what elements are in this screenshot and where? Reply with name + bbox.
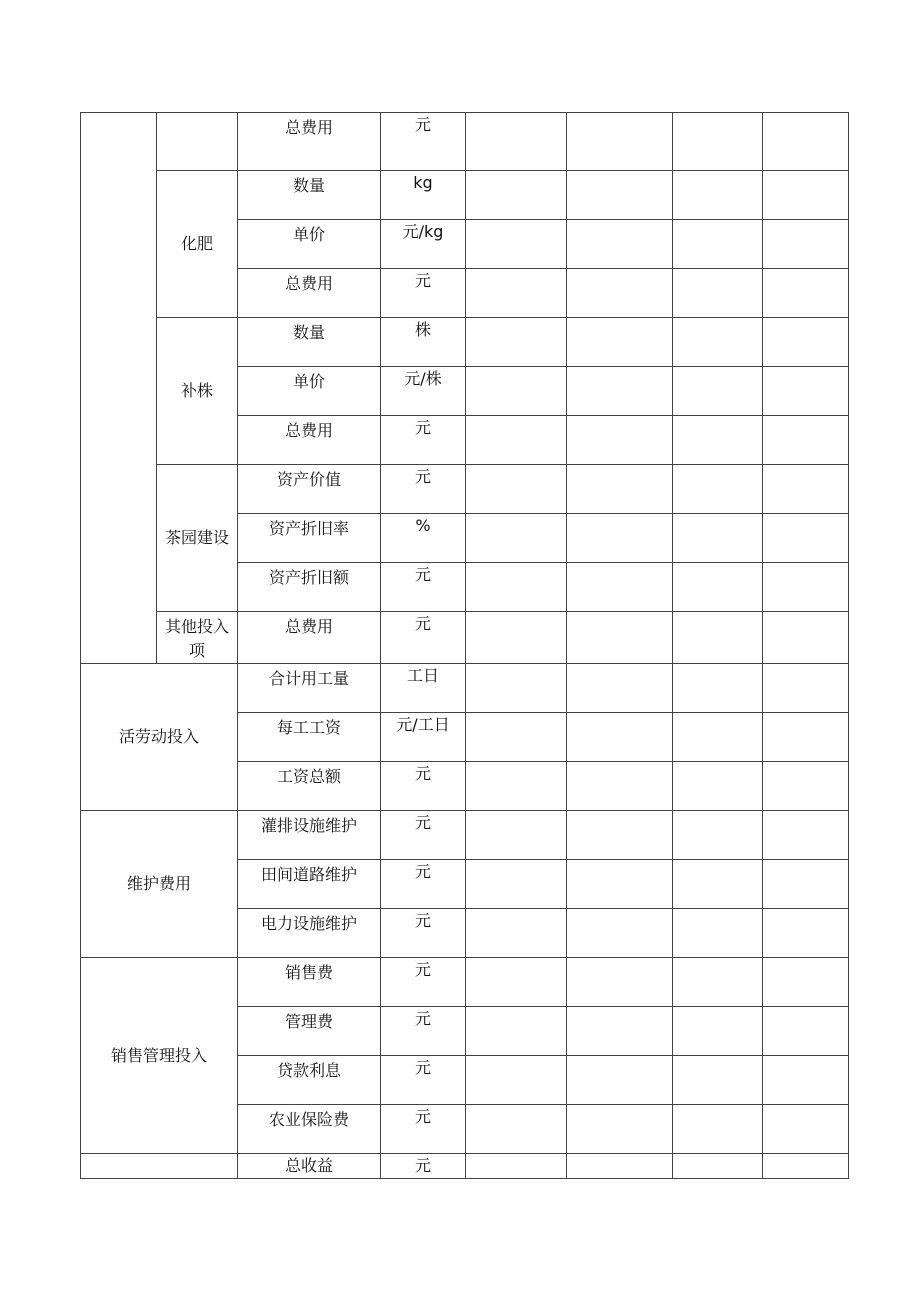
value-cell[interactable] <box>673 762 763 811</box>
value-cell[interactable] <box>673 1105 763 1154</box>
value-cell[interactable] <box>466 860 567 909</box>
value-cell[interactable] <box>673 713 763 762</box>
value-cell[interactable] <box>567 1007 673 1056</box>
value-cell[interactable] <box>763 1007 849 1056</box>
value-cell[interactable] <box>673 811 763 860</box>
row-label: 销售费 <box>238 958 381 1007</box>
row-unit: 元 <box>381 612 466 664</box>
value-cell[interactable] <box>763 416 849 465</box>
row-label: 数量 <box>238 171 381 220</box>
value-cell[interactable] <box>567 171 673 220</box>
row-unit: kg <box>381 171 466 220</box>
value-cell[interactable] <box>466 514 567 563</box>
category-sales-management: 销售管理投入 <box>81 958 238 1154</box>
value-cell[interactable] <box>673 465 763 514</box>
category-other-line1: 其他投入 <box>164 617 229 636</box>
value-cell[interactable] <box>763 860 849 909</box>
category-garden-construction: 茶园建设 <box>157 465 238 612</box>
category-other-line2: 项 <box>188 641 205 660</box>
value-cell[interactable] <box>673 113 763 171</box>
value-cell[interactable] <box>466 563 567 612</box>
value-cell[interactable] <box>567 612 673 664</box>
row-label: 合计用工量 <box>238 664 381 713</box>
value-cell[interactable] <box>763 1154 849 1179</box>
value-cell[interactable] <box>673 171 763 220</box>
value-cell[interactable] <box>567 713 673 762</box>
category-maintenance: 维护费用 <box>81 811 238 958</box>
row-unit: 元 <box>381 269 466 318</box>
value-cell[interactable] <box>763 762 849 811</box>
row-unit: 元 <box>381 416 466 465</box>
row-label: 电力设施维护 <box>238 909 381 958</box>
value-cell[interactable] <box>763 612 849 664</box>
value-cell[interactable] <box>466 713 567 762</box>
row-unit: % <box>381 514 466 563</box>
row-unit: 元 <box>381 1154 466 1179</box>
value-cell[interactable] <box>567 220 673 269</box>
row-unit: 元/工日 <box>381 713 466 762</box>
value-cell[interactable] <box>567 1154 673 1179</box>
value-cell[interactable] <box>567 860 673 909</box>
row-label: 资产折旧额 <box>238 563 381 612</box>
value-cell[interactable] <box>466 269 567 318</box>
row-unit: 元 <box>381 811 466 860</box>
value-cell[interactable] <box>466 1056 567 1105</box>
row-label: 总费用 <box>238 612 381 664</box>
row-label: 田间道路维护 <box>238 860 381 909</box>
value-cell[interactable] <box>763 1105 849 1154</box>
row-unit: 元 <box>381 1105 466 1154</box>
value-cell[interactable] <box>567 269 673 318</box>
row-unit: 元 <box>381 563 466 612</box>
cost-table <box>80 112 849 1179</box>
value-cell[interactable] <box>763 664 849 713</box>
value-cell[interactable] <box>466 318 567 367</box>
row-unit: 元/株 <box>381 367 466 416</box>
value-cell[interactable] <box>673 860 763 909</box>
value-cell[interactable] <box>466 416 567 465</box>
row-unit: 元 <box>381 909 466 958</box>
value-cell[interactable] <box>567 1105 673 1154</box>
value-cell[interactable] <box>567 367 673 416</box>
row-unit: 元 <box>381 958 466 1007</box>
material-input-category-cell <box>81 113 157 664</box>
row-label: 总费用 <box>238 416 381 465</box>
value-cell[interactable] <box>763 367 849 416</box>
empty-subcategory-cell <box>157 113 238 171</box>
value-cell[interactable] <box>466 909 567 958</box>
value-cell[interactable] <box>567 563 673 612</box>
row-label-total-income: 总收益 <box>238 1154 381 1179</box>
value-cell[interactable] <box>466 220 567 269</box>
value-cell[interactable] <box>673 1007 763 1056</box>
row-unit: 元 <box>381 1007 466 1056</box>
row-unit: 元 <box>381 860 466 909</box>
row-label: 单价 <box>238 367 381 416</box>
value-cell[interactable] <box>763 563 849 612</box>
value-cell[interactable] <box>466 367 567 416</box>
row-label: 工资总额 <box>238 762 381 811</box>
category-labor: 活劳动投入 <box>81 664 238 811</box>
value-cell[interactable] <box>567 909 673 958</box>
value-cell[interactable] <box>763 514 849 563</box>
row-label: 资产折旧率 <box>238 514 381 563</box>
row-unit: 株 <box>381 318 466 367</box>
row-label: 每工工资 <box>238 713 381 762</box>
value-cell[interactable] <box>466 171 567 220</box>
value-cell[interactable] <box>567 664 673 713</box>
value-cell[interactable] <box>763 958 849 1007</box>
value-cell[interactable] <box>673 1154 763 1179</box>
value-cell[interactable] <box>763 811 849 860</box>
value-cell[interactable] <box>763 909 849 958</box>
value-cell[interactable] <box>466 1007 567 1056</box>
value-cell[interactable] <box>763 269 849 318</box>
value-cell[interactable] <box>466 1105 567 1154</box>
value-cell[interactable] <box>673 563 763 612</box>
value-cell[interactable] <box>763 465 849 514</box>
value-cell[interactable] <box>466 811 567 860</box>
row-unit: 元/kg <box>381 220 466 269</box>
value-cell[interactable] <box>466 113 567 171</box>
row-label: 农业保险费 <box>238 1105 381 1154</box>
value-cell[interactable] <box>673 958 763 1007</box>
row-label: 灌排设施维护 <box>238 811 381 860</box>
value-cell[interactable] <box>673 416 763 465</box>
value-cell[interactable] <box>567 1056 673 1105</box>
value-cell[interactable] <box>567 465 673 514</box>
value-cell[interactable] <box>567 113 673 171</box>
row-label: 总费用 <box>238 113 381 171</box>
value-cell[interactable] <box>763 318 849 367</box>
value-cell[interactable] <box>466 465 567 514</box>
row-label: 单价 <box>238 220 381 269</box>
row-label: 总费用 <box>238 269 381 318</box>
category-replant: 补株 <box>157 318 238 465</box>
row-label: 贷款利息 <box>238 1056 381 1105</box>
value-cell[interactable] <box>763 113 849 171</box>
value-cell[interactable] <box>567 318 673 367</box>
value-cell[interactable] <box>673 367 763 416</box>
value-cell[interactable] <box>466 664 567 713</box>
empty-total-category-cell <box>81 1154 238 1179</box>
value-cell[interactable] <box>567 514 673 563</box>
value-cell[interactable] <box>466 958 567 1007</box>
value-cell[interactable] <box>673 269 763 318</box>
value-cell[interactable] <box>466 1154 567 1179</box>
row-unit: 元 <box>381 762 466 811</box>
value-cell[interactable] <box>466 762 567 811</box>
row-label: 资产价值 <box>238 465 381 514</box>
value-cell[interactable] <box>466 612 567 664</box>
value-cell[interactable] <box>763 220 849 269</box>
value-cell[interactable] <box>673 514 763 563</box>
value-cell[interactable] <box>673 220 763 269</box>
value-cell[interactable] <box>673 664 763 713</box>
category-fertilizer: 化肥 <box>157 171 238 318</box>
value-cell[interactable] <box>567 958 673 1007</box>
row-unit: 工日 <box>381 664 466 713</box>
row-label: 管理费 <box>238 1007 381 1056</box>
value-cell[interactable] <box>673 1056 763 1105</box>
value-cell[interactable] <box>763 713 849 762</box>
value-cell[interactable] <box>673 612 763 664</box>
value-cell[interactable] <box>567 811 673 860</box>
row-unit: 元 <box>381 465 466 514</box>
row-label: 数量 <box>238 318 381 367</box>
value-cell[interactable] <box>763 1056 849 1105</box>
value-cell[interactable] <box>567 416 673 465</box>
row-unit: 元 <box>381 113 466 171</box>
value-cell[interactable] <box>763 171 849 220</box>
row-unit: 元 <box>381 1056 466 1105</box>
value-cell[interactable] <box>567 762 673 811</box>
value-cell[interactable] <box>673 318 763 367</box>
value-cell[interactable] <box>673 909 763 958</box>
category-other-inputs <box>157 612 238 664</box>
